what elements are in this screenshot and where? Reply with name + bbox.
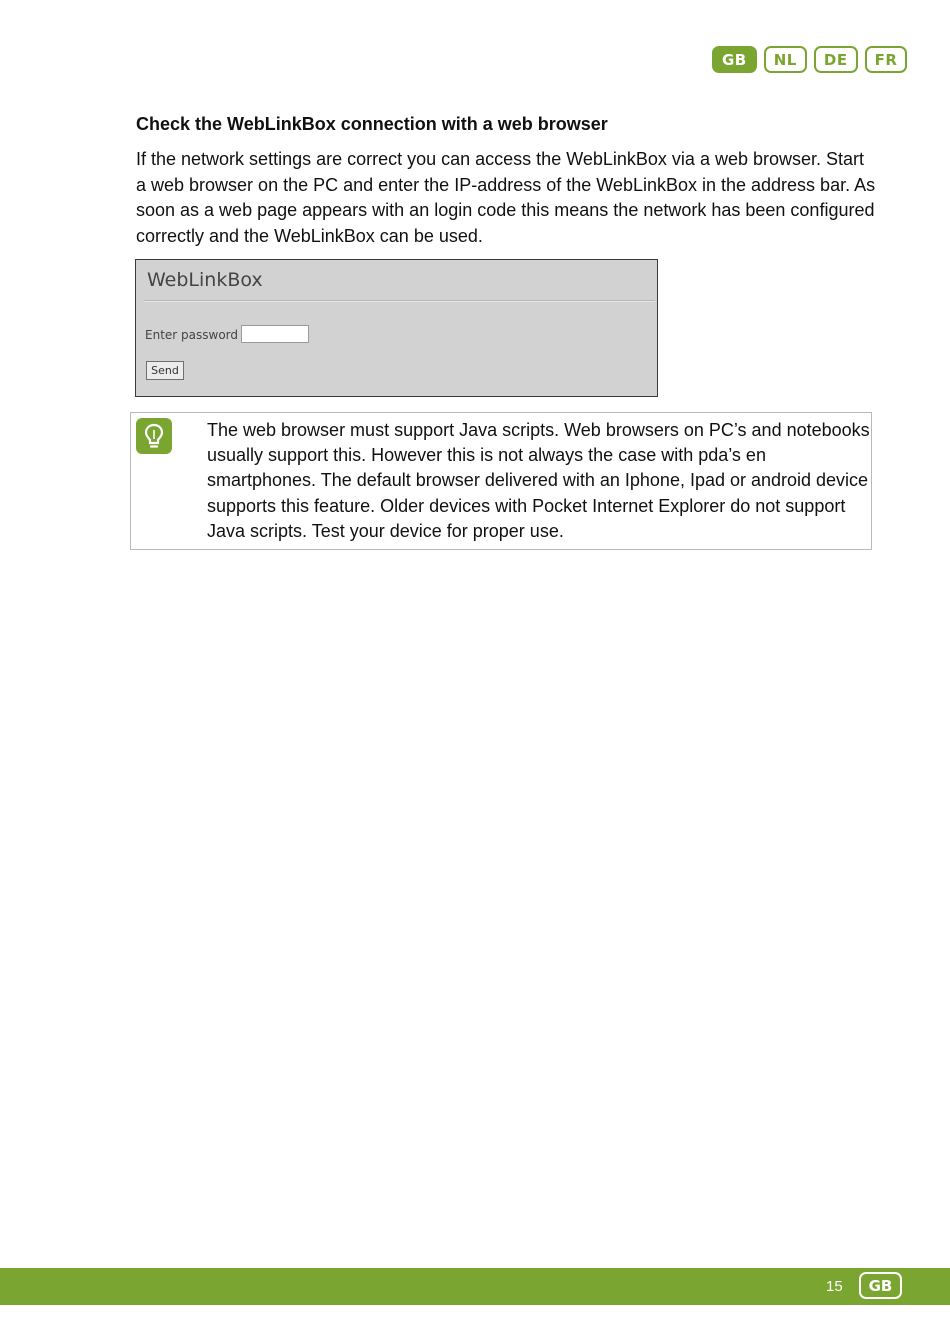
screenshot-title: WebLinkBox (147, 269, 263, 291)
password-field (241, 325, 309, 343)
language-tabs (712, 46, 907, 73)
language-tab-nl[interactable]: NL (764, 46, 807, 73)
section-heading: Check the WebLinkBox connection with a web browser (136, 114, 608, 134)
page-number: 15 (826, 1278, 843, 1295)
language-tab-gb[interactable]: GB (712, 46, 757, 73)
intro-paragraph: If the network settings are correct you can access the WebLinkBox via a web browser. Start a web browser on the PC and enter the IP-address of the WebLinkBox in the address bar. As soon as a web page appears with an login code this means the network has been configured correctly and the WebLinkBox can be used. (136, 149, 876, 246)
language-tab-de[interactable]: DE (814, 46, 858, 73)
login-screenshot (135, 259, 658, 397)
footer-language-badge: GB (859, 1272, 902, 1299)
password-label: Enter password (145, 328, 238, 342)
send-button: Send (146, 361, 184, 380)
screenshot-divider (144, 300, 655, 302)
lightbulb-icon (136, 418, 172, 454)
tip-box (130, 412, 872, 550)
tip-text: The web browser must support Java scripts. Web browsers on PC’s and notebooks usually support this. However this is not always the case with pda’s en smartphones. The default browser delivered with an Iphone, Ipad or android device supports this feature. Older devices with Pocket Internet Explorer do not support Java scripts. Test your device for proper use. (207, 420, 870, 541)
page-footer (0, 1268, 950, 1305)
language-tab-fr[interactable]: FR (865, 46, 908, 73)
